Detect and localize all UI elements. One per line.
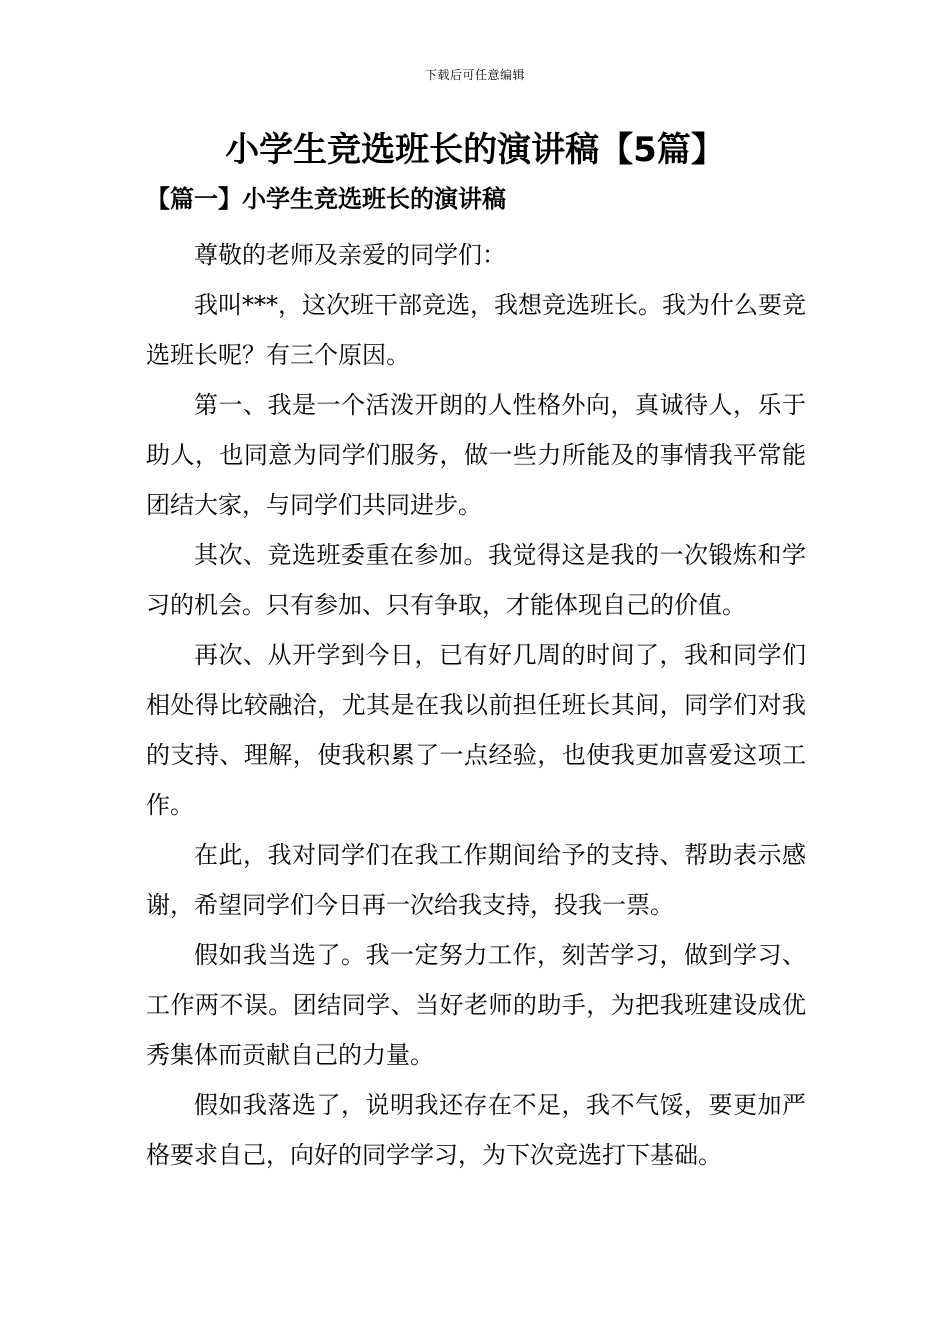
paragraph-thanks: 在此，我对同学们在我工作期间给予的支持、帮助表示感谢，希望同学们今日再一次给我支持，投我一票。 [146, 841, 806, 919]
paragraph-reason-one: 第一、我是一个活泼开朗的人性格外向，真诚待人，乐于助人，也同意为同学们服务，做一些力所能及的事情我平常能团结大家，与同学们共同进步。 [146, 391, 806, 519]
paragraph-reason-two: 其次、竞选班委重在参加。我觉得这是我的一次锻炼和学习的机会。只有参加、只有争取，才能体现自己的价值。 [146, 541, 806, 619]
paragraph-greeting: 尊敬的老师及亲爱的同学们： [194, 241, 506, 269]
paragraph-if-not-elected: 假如我落选了，说明我还存在不足，我不气馁，要更加严格要求自己，向好的同学学习，为下次竞选打下基础。 [146, 1091, 806, 1169]
paragraph-if-elected: 假如我当选了。我一定努力工作，刻苦学习，做到学习、工作两不误。团结同学、当好老师的助手，为把我班建设成优秀集体而贡献自己的力量。 [146, 941, 806, 1069]
header-note: 下载后可任意编辑 [424, 68, 525, 82]
paragraph-introduction: 我叫***，这次班干部竞选，我想竞选班长。我为什么要竞选班长呢？有三个原因。 [146, 291, 806, 369]
section-heading: 【篇一】小学生竞选班长的演讲稿 [146, 184, 506, 213]
paragraph-reason-three: 再次、从开学到今日，已有好几周的时间了，我和同学们相处得比较融洽，尤其是在我以前担任班长其间，同学们对我的支持、理解，使我积累了一点经验，也使我更加喜爱这项工作。 [146, 641, 806, 819]
speech-body [146, 230, 806, 1180]
document-title: 小学生竞选班长的演讲稿【5篇】 [225, 130, 725, 170]
